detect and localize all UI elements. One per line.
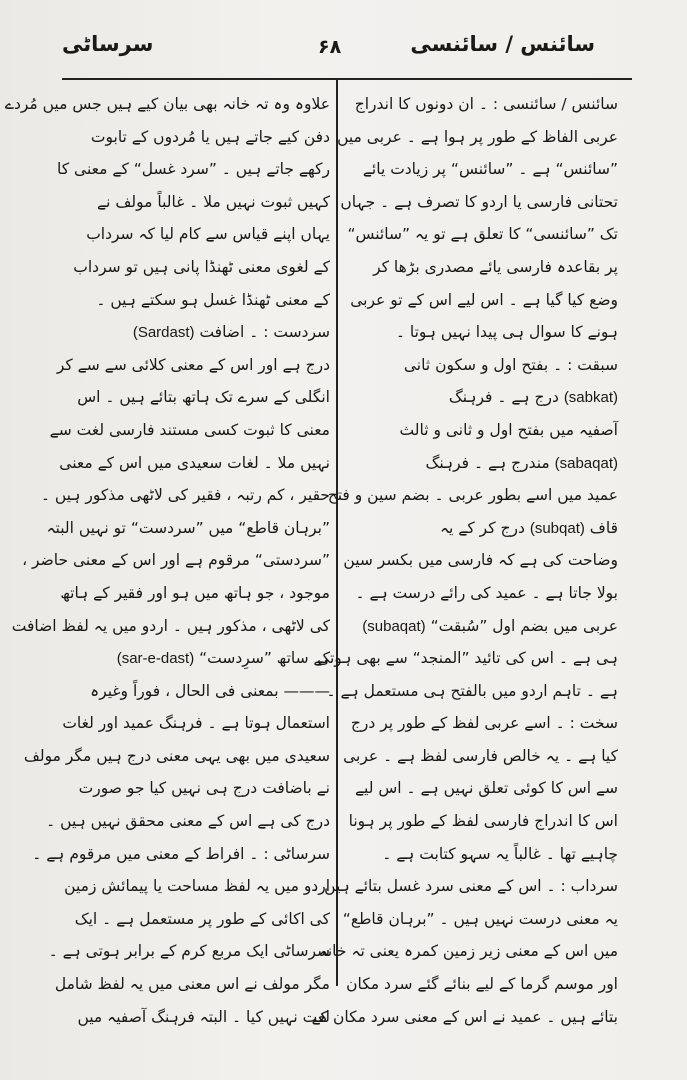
header-rule: [62, 78, 632, 80]
text-line: وضع کیا گیا ہے ۔ اس لیے اس کے تو عربی: [350, 290, 618, 309]
text-line: انگلی کے سرے تک ہاتھ بتائے ہیں ۔ اس: [77, 388, 330, 407]
text-line: ”سائنس“ ہے ۔ ”سائنس“ پر زیادت یائے: [362, 160, 618, 179]
text-line: کہیں ثبوت نہیں ملا ۔ غالباً مولف نے: [97, 192, 330, 211]
text-line: ہی ہے ۔ اس کی تائید ”المنجد“ سے بھی ہوتی: [317, 649, 618, 668]
text-line: قاف (subqat) درج کر کے یہ: [439, 518, 618, 537]
text-line: تحتانی فارسی یا اردو کا تصرف ہے ۔ جہاں: [340, 192, 618, 211]
column-divider: [336, 78, 338, 986]
text-line: سعیدی میں بھی یہی معنی درج ہیں مگر مولف: [23, 746, 330, 765]
transliteration: (Sardast): [132, 324, 195, 342]
page-number: ۶۸: [318, 36, 342, 58]
running-head-right: سائنس / سائنسی: [410, 32, 595, 56]
text-line: رکھے جاتے ہیں ۔ ”سرد غسل“ کے معنی کا: [57, 160, 330, 179]
text-line: موجود ، جو ہاتھ میں ہو اور فقیر کے ہاتھ: [60, 583, 330, 602]
text-line: کی اکائی کے طور پر مستعمل ہے ۔ ایک: [74, 909, 330, 928]
text-line: ——— بمعنی فی الحال ، فوراً وغیرہ: [90, 681, 330, 700]
text-line: درج کی ہے اس کے معنی محقق نہیں ہیں ۔: [46, 812, 330, 831]
text-line: کے ساتھ ”سرِدست“ (sar-e-dast): [116, 649, 330, 668]
text-line: یہ معنی درست نہیں ہیں ۔ ”برہان قاطع“: [342, 909, 618, 928]
text-line: دفن کیے جاتے ہیں یا مُردوں کے تابوت: [90, 127, 330, 146]
transliteration: (subaqat): [362, 617, 426, 635]
text-line: سخت : ۔ اسے عربی لفظ کے طور پر درج: [350, 714, 618, 733]
text-line: سے اس کا کوئی تعلق نہیں ہے ۔ اس لیے: [354, 779, 618, 798]
transliteration: (subqat): [529, 519, 585, 537]
text-line: ہونے کا سوال ہی پیدا نہیں ہوتا ۔: [395, 323, 618, 342]
text-line: سرساٹی ایک مربع کرم کے برابر ہوتی ہے ۔: [48, 942, 330, 961]
text-line: یہاں اپنے قیاس سے کام لیا کہ سرداب: [86, 225, 330, 244]
text-line: اردو میں یہ لفظ مساحت یا پیمائش زمین: [64, 877, 330, 896]
text-line: ہے ۔ تاہم اردو میں بالفتح ہی مستعمل ہے ۔: [326, 681, 618, 700]
text-line: میں اس کے معنی زیر زمین کمرہ یعنی تہ خانہ: [318, 942, 618, 961]
running-head-left: سرساٹی: [62, 32, 154, 56]
transliteration: (sabkat): [563, 389, 618, 407]
text-line: آصفیہ میں بفتح اول و ثانی و ثالث: [399, 420, 618, 439]
text-line: عربی الفاظ کے طور پر ہوا ہے ۔ عربی میں: [337, 127, 618, 146]
text-line: کے معنی ٹھنڈا غسل ہو سکتے ہیں ۔: [96, 290, 330, 309]
transliteration: (sar-e-dast): [116, 650, 195, 668]
text-line: چاہیے تھا ۔ غالباً یہ سہو کتابت ہے ۔: [382, 844, 618, 863]
text-line: سائنس / سائنسی : ۔ ان دونوں کا اندراج: [354, 95, 618, 113]
text-line: سبقت : ۔ بفتح اول و سکون ثانی: [403, 355, 618, 374]
right-column: [310, 88, 618, 1033]
text-line: معنی کا ثبوت کسی مستند فارسی لغت سے: [49, 420, 330, 439]
text-line: اور موسم گرما کے لیے بنائے گئے سرد مکان: [346, 975, 618, 994]
text-line: کیا ہے ۔ یہ خالص فارسی لفظ ہے ۔ عربی: [343, 746, 618, 765]
text-line: سرساٹی : ۔ افراط کے معنی میں مرقوم ہے ۔: [32, 844, 330, 863]
transliteration: (sabaqat): [554, 454, 618, 472]
text-line: کی لاٹھی ، مذکور ہیں ۔ اردو میں یہ لفظ اضافت: [11, 616, 330, 635]
text-line: پر بقاعدہ فارسی یائے مصدری بڑھا کر: [373, 257, 618, 276]
text-line: لغت نہیں کیا ۔ البتہ فرہنگ آصفیہ میں: [77, 1007, 330, 1026]
text-line: عربی میں بضم اول ”سُبقت“ (subaqat): [362, 616, 618, 635]
page-header: [0, 0, 687, 80]
text-line: تک ”سائنسی“ کا تعلق ہے تو یہ ”سائنس“: [347, 225, 618, 244]
text-line: اس کا اندراج فارسی لفظ کے طور پر ہونا: [348, 812, 618, 831]
text-line: بتائے ہیں ۔ عمید نے اس کے معنی سرد مکان کے: [311, 1007, 618, 1026]
text-line: علاوہ وہ تہ خانہ بھی بیان کیے ہیں جس میں مُردے: [4, 95, 330, 113]
text-line: (sabaqat) مندرج ہے ۔ فرہنگ: [425, 453, 618, 472]
text-line: حقیر ، کم رتبہ ، فقیر کی لاٹھی مذکور ہیں ۔: [40, 486, 330, 505]
text-line: سرداب : ۔ اس کے معنی سرد غسل بتائے ہیں ۔: [310, 877, 618, 896]
text-line: بولا جاتا ہے ۔ عمید کی رائے درست ہے ۔: [355, 583, 618, 602]
text-line: نہیں ملا ۔ لغات سعیدی میں اس کے معنی: [59, 453, 330, 472]
text-line: سردست : ۔ اضافت (Sardast): [132, 323, 330, 342]
text-line: درج ہے اور اس کے معنی کلائی سے سے کر: [56, 355, 330, 374]
text-line: ”برہان قاطع“ میں ”سردست“ تو نہیں البتہ: [46, 518, 330, 537]
text-line: کے لغوی معنی ٹھنڈا پانی ہیں تو سرداب: [73, 257, 330, 276]
text-line: مگر مولف نے اس معنی میں یہ لفظ شامل: [54, 975, 330, 994]
text-line: وضاحت کی ہے کہ فارسی میں بکسر سین: [343, 551, 618, 570]
text-line: (sabkat) درج ہے ۔ فرہنگ: [448, 388, 618, 407]
text-line: نے باضافت درج ہی نہیں کیا جو صورت: [78, 779, 330, 798]
left-column: [4, 88, 330, 1033]
text-line: ”سردستی“ مرقوم ہے اور اس کے معنی حاضر ،: [22, 551, 330, 570]
text-line: استعمال ہوتا ہے ۔ فرہنگ عمید اور لغات: [62, 714, 330, 733]
text-line: عمید میں اسے بطور عربی ۔ بضم سین و فتح: [327, 486, 618, 505]
